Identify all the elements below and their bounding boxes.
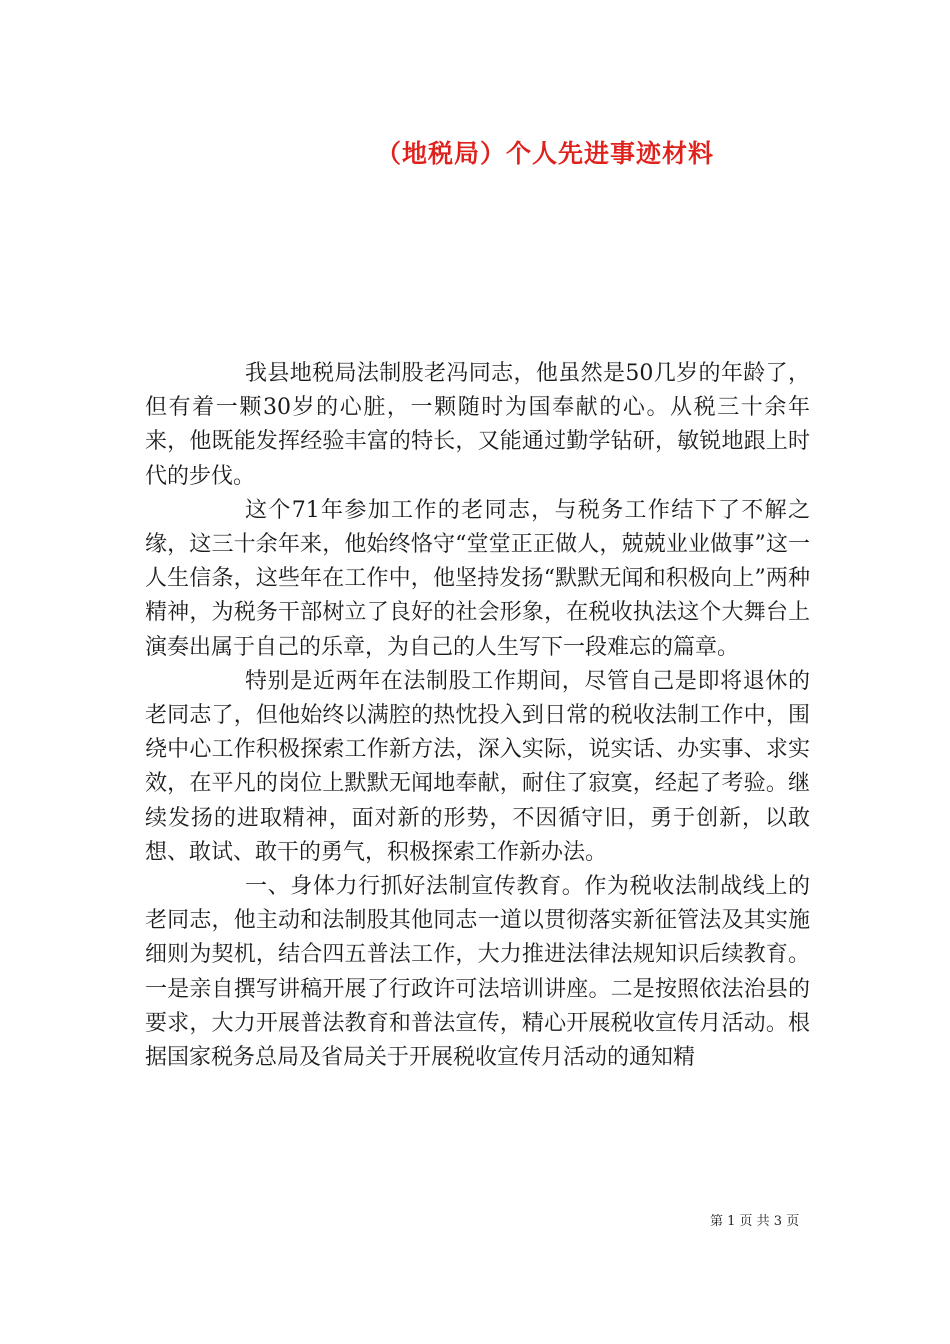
paragraph: 这个71年参加工作的老同志，与税务工作结下了不解之缘，这三十余年来，他始终恪守“堂堂正正做人，兢兢业业做事”这一人生信条，这些年在工作中，他坚持发扬“默默无闻和积极向上”两种精神，为税务干部树立了良好的社会形象，在税收执法这个大舞台上演奏出属于自己的乐章，为自己的人生写下一段难忘的篇章。	[145, 497, 810, 660]
paragraph: 一、身体力行抓好法制宣传教育。作为税收法制战线上的老同志，他主动和法制股其他同志一道以贯彻落实新征管法及其实施细则为契机，结合四五普法工作，大力推进法律法规知识后续教育。一是亲自撰写讲稿开展了行政许可法培训讲座。二是按照依法治县的要求，大力开展普法教育和普法宣传，精心开展税收宣传月活动。根据国家税务总局及省局关于开展税收宣传月活动的通知精	[145, 874, 810, 1071]
document-body	[145, 357, 810, 1075]
paragraph: 特别是近两年在法制股工作期间，尽管自己是即将退休的老同志了，但他始终以满腔的热忱投入到日常的税收法制工作中，围绕中心工作积极探索工作新方法，深入实际，说实话、办实事、求实效，在平凡的岗位上默默无闻地奉献，耐住了寂寞，经起了考验。继续发扬的进取精神，面对新的形势，不因循守旧，勇于创新，以敢想、敢试、敢干的勇气，积极探索工作新办法。	[145, 668, 810, 865]
document-title: （地税局）个人先进事迹材料	[375, 139, 714, 168]
paragraph: 我县地税局法制股老冯同志，他虽然是50几岁的年龄了，但有着一颗30岁的心脏，一颗随时为国奉献的心。从税三十余年来，他既能发挥经验丰富的特长，又能通过勤学钻研，敏锐地跟上时代的步伐。	[145, 361, 810, 489]
page-number-footer: 第 1 页 共 3 页	[710, 1214, 800, 1229]
